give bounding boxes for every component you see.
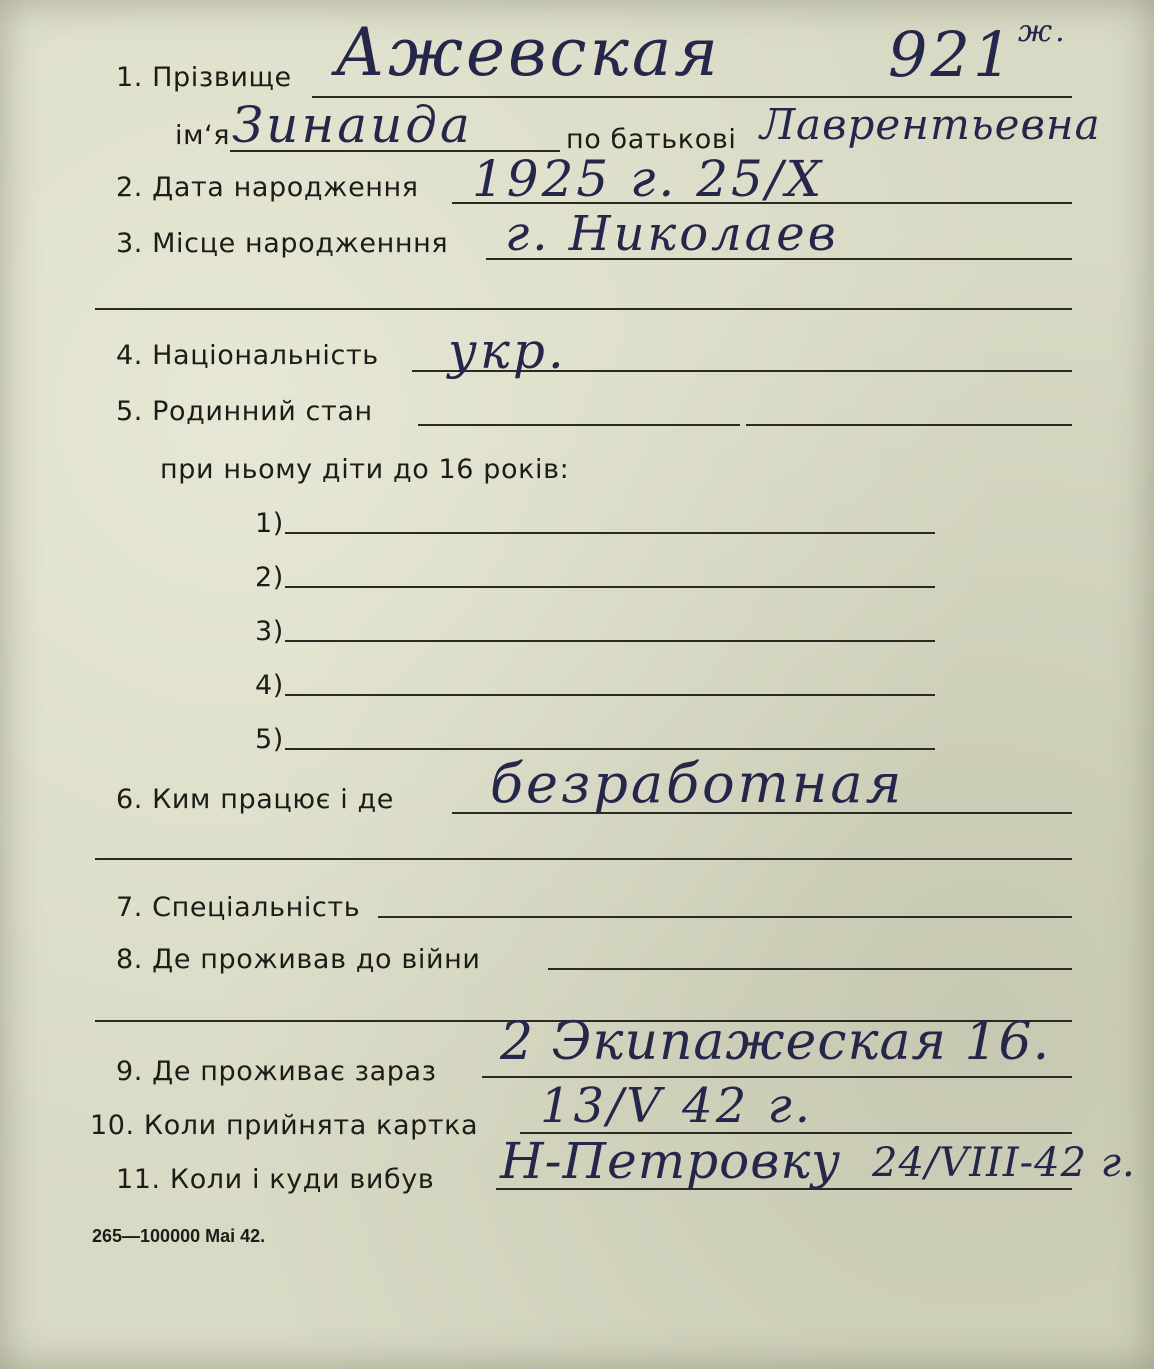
print-run-footer: 265—100000 Mai 42. — [92, 1226, 266, 1246]
name-value: Зинаида — [232, 96, 473, 154]
departure-date-value: 24/VIII-42 г. — [872, 1140, 1136, 1186]
birth-place-line-2 — [95, 308, 1072, 310]
birth-date-value: 1925 г. 25/X — [472, 150, 825, 208]
nationality-value: укр. — [448, 322, 567, 380]
card-number-value: 921 — [888, 18, 1016, 91]
current-residence-value: 2 Экипажеская 16. — [500, 1012, 1051, 1072]
birth-place-label: 3. Місце народженння — [116, 228, 449, 259]
departure-label: 11. Коли і куди вибув — [116, 1164, 435, 1195]
speciality-label: 7. Спеціальність — [116, 892, 361, 923]
child-1-line — [285, 532, 935, 534]
surname-value: Ажевская — [335, 14, 721, 91]
prewar-residence-line — [548, 968, 1072, 970]
birth-date-label: 2. Дата народження — [116, 172, 419, 203]
occupation-line-2 — [95, 858, 1072, 860]
prewar-residence-label: 8. Де проживав до війни — [116, 944, 481, 975]
name-label: ім‘я — [175, 120, 231, 151]
card-accepted-label: 10. Коли прийнята картка — [90, 1110, 479, 1141]
patronymic-value: Лаврентьевна — [760, 100, 1101, 149]
child-1-label: 1) — [255, 508, 284, 539]
speciality-line — [378, 916, 1072, 918]
surname-label: 1. Прізвище — [116, 62, 292, 93]
birth-place-value: г. Николаев — [505, 206, 839, 262]
children-label: при ньому діти до 16 років: — [160, 454, 570, 485]
occupation-label: 6. Ким працює і де — [116, 784, 395, 815]
departure-place-value: Н-Петровку — [500, 1132, 842, 1190]
child-3-label: 3) — [255, 616, 284, 647]
nationality-label: 4. Національність — [116, 340, 379, 371]
child-5-line — [285, 748, 935, 750]
family-status-label: 5. Родинний стан — [116, 396, 373, 427]
family-status-line-2 — [746, 424, 1072, 426]
card-accepted-value: 13/V 42 г. — [540, 1078, 814, 1134]
child-3-line — [285, 640, 935, 642]
child-5-label: 5) — [255, 724, 284, 755]
patronymic-label: по батькові — [566, 124, 737, 155]
occupation-value: безработная — [490, 752, 905, 815]
child-4-line — [285, 694, 935, 696]
family-status-line-1 — [418, 424, 740, 426]
child-2-line — [285, 586, 935, 588]
card-suffix-value: ж. — [1018, 14, 1068, 49]
current-residence-label: 9. Де проживає зараз — [116, 1056, 437, 1087]
child-4-label: 4) — [255, 670, 284, 701]
child-2-label: 2) — [255, 562, 284, 593]
